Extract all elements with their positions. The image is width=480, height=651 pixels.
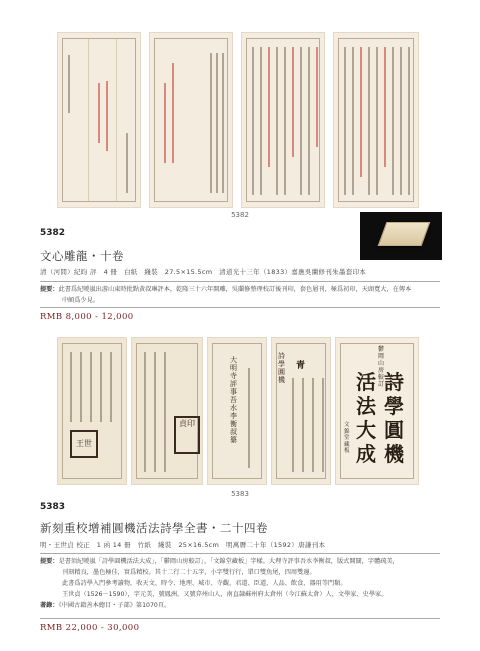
desc-line: 是書須紀曉嵐「詩學圓機活法大成」，「鬱岡山房較訂」，「文錦堂藏板」字樣。大理寺評事吾水李衡叔，版式開闊，字體疏美， <box>58 558 399 565</box>
book-page-7 <box>207 337 267 485</box>
desc-line: 此書爲詩學入門參考讀物，收天文、時令、地理、城市、寺觀、君道、臣道、人品、飲食、器用等門類。 <box>62 580 347 587</box>
page-heading: 詩學圓機 <box>278 352 285 384</box>
book-page-3 <box>241 32 325 208</box>
divider <box>40 307 440 308</box>
desc-label: 提要： <box>40 558 59 565</box>
cover-top-small: 鬱岡山房較訂 <box>378 346 385 388</box>
lot-title: 新刻重校增補圓機活法詩學全書・二十四卷 <box>40 521 268 535</box>
lot-meta: 明・王世貞 校正 1 函 14 冊 竹紙 綫裝 25×16.5cm 明萬曆二十年（1592）唐謙刊本 <box>40 541 326 549</box>
lot-5382-image-strip <box>57 32 419 208</box>
lot-price: RMB 8,000 - 12,000 <box>40 312 134 322</box>
lot-5383-image-caption: 5383 <box>231 490 249 498</box>
desc-line: 此書爲紀曉嵐出游山東時批點黄叔琳評本，乾隆三十六年開雕，吳蘭修整理校訂後刊印，套色層刊，極爲初印，天頭寬大，在傳本 <box>58 286 412 293</box>
book-page-5 <box>57 337 127 485</box>
cover-title-char: 活 <box>356 370 376 394</box>
ref-text: 《中國古籍善本總目・子部》第1070頁。 <box>58 602 171 609</box>
cover-title-char: 機 <box>384 442 404 466</box>
cover-title-char: 法 <box>356 394 376 418</box>
cover-bottom-small: 文錦堂藏板 <box>344 422 350 454</box>
desc-line: 王世貞（1526－1590），字元美，號鳳洲，又號弇州山人，南直隸蘇州府太倉州（今江蘇太倉）人，文學家、史學家。 <box>62 591 388 598</box>
page-inline-text: 大明寺評事吾水李衡叔纂 <box>230 356 237 444</box>
book-page-2 <box>149 32 233 208</box>
cover-title-char: 圓 <box>384 418 404 442</box>
page-mark: 青 <box>296 361 306 371</box>
cover-title-char: 大 <box>356 418 376 442</box>
book-page-8 <box>271 337 331 485</box>
lot-meta: 清（河間）紀昀 評 4 冊 白紙 綫裝 27.5×15.5cm 清道光十三年（1833）嘉應吳蘭修刊朱墨套印本 <box>40 268 367 276</box>
divider <box>40 281 440 282</box>
book-page-1 <box>57 32 141 208</box>
cover-title-char: 學 <box>384 394 404 418</box>
book-cover-page <box>335 337 419 485</box>
lot-title: 文心雕龍・十卷 <box>40 249 124 263</box>
lot-5382-image-caption: 5382 <box>231 211 249 219</box>
lot-5383-image-strip <box>57 337 419 485</box>
divider <box>40 618 440 619</box>
seal: 王世 <box>70 430 98 458</box>
seal: 貞印 <box>174 416 200 454</box>
book-page-4 <box>333 32 419 208</box>
desc-label: 提要： <box>40 286 59 293</box>
desc-line: 刊刻精良，墨色極佳，實爲精校。其十二行二十五字，小字雙行行，單口雙魚尾，四周雙邊。 <box>62 569 316 576</box>
lot-number: 5383 <box>40 502 66 512</box>
lot-description <box>40 284 440 306</box>
cover-title-char: 成 <box>356 442 376 466</box>
lot-price: RMB 22,000 - 30,000 <box>40 623 140 633</box>
cover-title-char: 詩 <box>384 370 404 394</box>
divider <box>40 553 440 554</box>
desc-line: 中頗爲少見。 <box>62 297 100 304</box>
ref-label: 著錄： <box>40 602 59 609</box>
book-page-6 <box>131 337 203 485</box>
book-photo <box>360 212 442 260</box>
lot-number: 5382 <box>40 228 66 238</box>
lot-description <box>40 556 444 611</box>
